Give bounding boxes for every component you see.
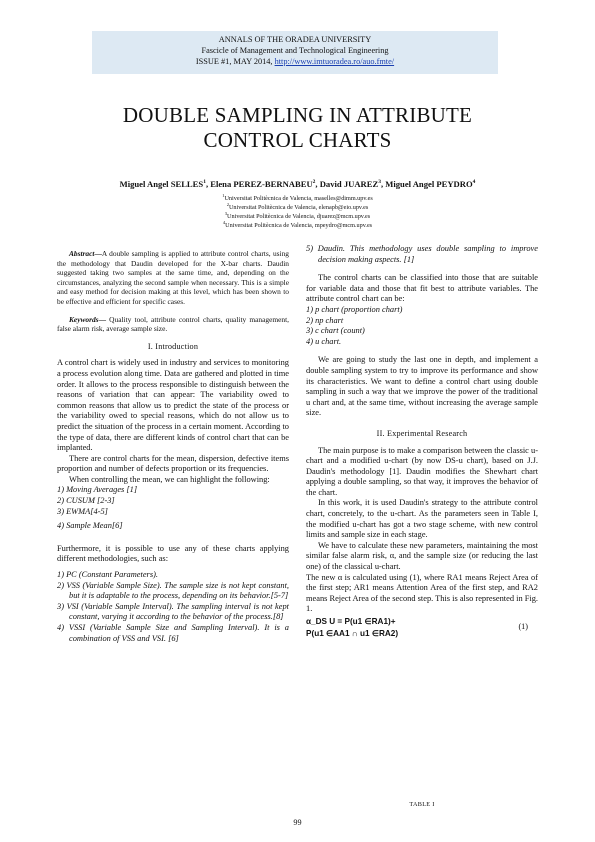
page-number: 99 (293, 818, 302, 827)
journal-issue: ISSUE #1, MAY 2014, http://www.imtuoradea.ro/auo.fmte/ (195, 57, 395, 66)
intro-paragraph-2: There are control charts for the mean, dispersion, defective items proportion and number of defects proportion or its frequencies. (57, 453, 289, 474)
mean-list (57, 485, 289, 531)
journal-link[interactable]: http://www.imtuoradea.ro/auo.fmte/ (274, 57, 395, 66)
author: David JUAREZ$^3$, (319, 179, 386, 189)
keywords: Keywords— Quality tool, attribute control charts, quality management, false alarm risk, average sample size. (57, 314, 289, 334)
equation-1 (306, 616, 538, 642)
list-item: 4) u chart. (306, 336, 342, 346)
exp-paragraph-3: We have to calculate these new parameters, maintaining the most similar false alarm risk, α, and the sample size (or reducing the last one) of the classical u-chart. (306, 540, 538, 572)
affiliation: $^2$Universitat Politècnica de Valencia, elenapb@eio.upv.es (226, 202, 369, 212)
list-item: 4) VSSI (Variable Sample Size and Sampling Interval). It is a combination of VSS and VSI. [6] (57, 623, 289, 643)
affiliation: $^4$Universitat Politècnica de Valencia, mpeydro@mcm.upv.es (222, 220, 373, 230)
list-item: 4) Sample Mean[6] (57, 521, 123, 531)
section-heading-experimental: II. Experimental Research (376, 428, 468, 438)
intro-paragraph-4: Furthermore, it is possible to use any of these charts applying different methodologies, such as: (57, 543, 289, 564)
list-item: 3) c chart (count) (306, 326, 365, 336)
equation-number: (1) (518, 622, 528, 631)
list-item: 1) Moving Averages [1] (57, 485, 138, 495)
list-item: 3) VSI (Variable Sample Interval). The sampling interval is not kept constant, varying it according to the behavior of the process.[8] (57, 601, 289, 622)
attribute-chart-list (306, 305, 538, 347)
affiliation: $^1$Universitat Politècnica de Valencia, maselles@dimm.upv.es (222, 193, 373, 203)
exp-paragraph-2: In this work, it is used Daudin's strategy to the attribute control chart, concretely, to the u-chart. As the parameters seen in Table I, the modified u-chart has got a two stage scheme, with new control limits and sample size in each stage. (306, 498, 538, 540)
exp-paragraph-1: The main purpose is to make a comparison between the classic u-chart and a modified u-chart (by now DS-u chart), based on J.J. Daudin's methodology [1]. Daudin modifies the Shewhart chart applying a double sampling, so that way, it improves the behavior of the chart. (306, 445, 538, 497)
section-heading-introduction: I. Introduction (147, 341, 199, 351)
list-item: 2) CUSUM [2-3] (57, 496, 115, 506)
right-column (306, 244, 538, 642)
intro-paragraph-3: When controlling the mean, we can highlight the following: (69, 474, 270, 484)
list-item: 2) VSS (Variable Sample Size). The sample size is not kept constant, but it is adaptable to the process, depending on its behavior.[5-7] (57, 580, 289, 601)
list-item: 2) np chart (306, 315, 344, 325)
journal-header (92, 31, 498, 74)
left-column (57, 249, 289, 644)
author: Miguel Angel SELLES$^1$, (119, 179, 211, 189)
intro-paragraph-1: A control chart is widely used in industry and services to monitoring a process evolution along time. Data are gathered and plotted in time order. It allows to the process responsible to distinguish between the reasons of variation that can appear: The variability owed to common reasons that allow us to predict the state of the process or the variability owed to special reasons, which do not allow us to predict the situation of the process in a certain moment. According to the type of data, there are different kinds of control chart that can be implanted. (57, 358, 289, 453)
intro-paragraph-5: The control charts can be classified into those that are suitable for variable data and those that fit best to attribute variables. The attribute control chart can be: (306, 273, 538, 304)
table-caption: TABLE I (409, 801, 435, 808)
abstract: Abstract—A double sampling is applied to attribute control charts, using the methodology that Daudin developed for the X-bar charts. Daudin suggested taking two samples at the same time, and, depending on the circumstances, analyzing the second sample when necessary. This is a simple and easy method for decision making at this level, which has been shown to be effective and efficient for specific cases. (57, 249, 289, 306)
list-item: 1) p chart (proportion chart) (306, 304, 403, 314)
author: Elena PEREZ-BERNABEU$^2$, (210, 179, 320, 189)
list-item: 5) Daudin. This methodology uses double sampling to improve decision making aspects. [1] (306, 244, 538, 264)
author: Miguel Angel PEYDRO$^4$ (385, 179, 476, 189)
exp-paragraph-4: The new α is calculated using (1), where RA1 means Reject Area of the first step; AR1 means Attention Area of the first step, and RA2 means Reject Area of the second step. This is also represented in Fig. 1. (306, 572, 538, 614)
paper-title (40, 103, 555, 153)
method-list (57, 570, 289, 644)
list-item: 3) EWMA[4-5] (57, 506, 108, 516)
equation-line-2: P(u1 ∈AA1 ∩ u1 ∈RA2) (306, 629, 399, 638)
equation-line-1: α_DS U = P(u1 ∈RA1)+ (306, 617, 396, 626)
journal-fascicle: Fascicle of Management and Technological Engineering (201, 46, 389, 55)
journal-name: ANNALS OF THE ORADEA UNIVERSITY (218, 35, 372, 44)
title-line-2: CONTROL CHARTS (203, 128, 392, 152)
intro-paragraph-6: We are going to study the last one in depth, and implement a double sampling system to try to improve its performance and show its characteristics. We want to define a control chart using double sampling in such a way that we improve the power of the traditional u chart and, at the same time, without increasing the average sample size. (306, 355, 538, 418)
author-list (20, 179, 575, 189)
title-line-1: DOUBLE SAMPLING IN ATTRIBUTE (122, 103, 473, 127)
affiliation: $^3$Universitat Politècnica de Valencia, djuarez@mcm.upv.es (224, 211, 371, 221)
list-item: 1) PC (Constant Parameters). (57, 570, 158, 580)
